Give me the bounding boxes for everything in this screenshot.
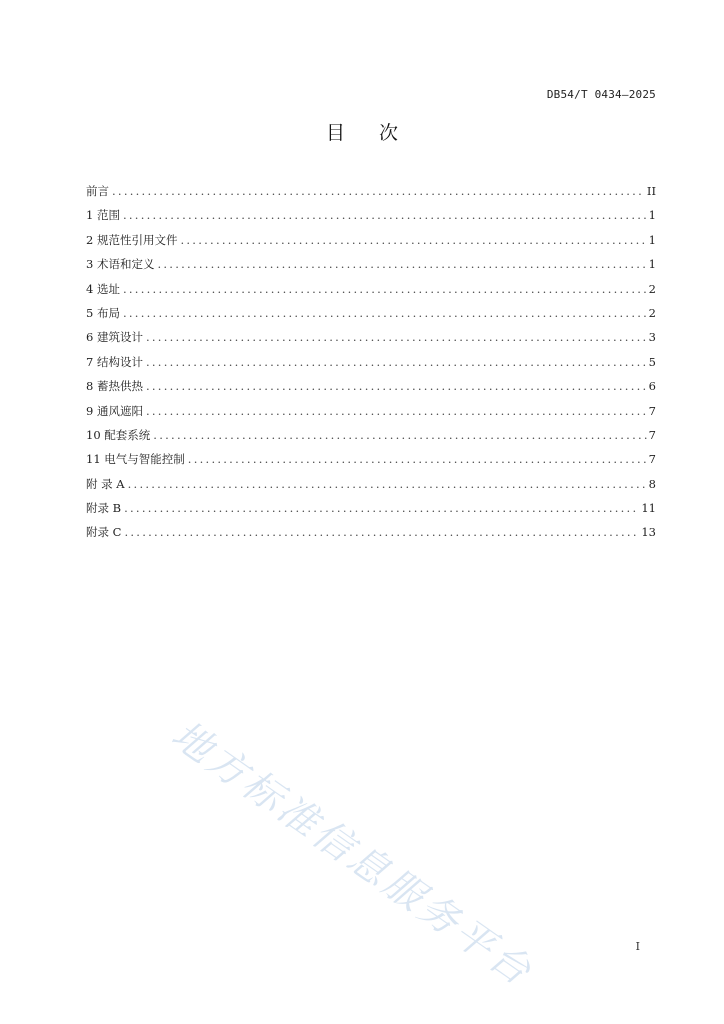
table-of-contents — [86, 181, 656, 547]
toc-entry-label: 4 选址 — [86, 281, 120, 296]
toc-entry-page: 1 — [648, 257, 656, 272]
toc-entry-appendix-a[interactable] — [86, 474, 656, 498]
toc-entry-site-selection[interactable] — [86, 279, 656, 303]
toc-entry-scope[interactable] — [86, 205, 656, 229]
toc-entry-label: 附 录 A — [86, 476, 125, 491]
toc-entry-page: 2 — [648, 305, 656, 320]
toc-leader-dots — [112, 181, 645, 201]
toc-entry-label: 附录 C — [86, 525, 122, 540]
toc-entry-page: 3 — [648, 330, 656, 345]
toc-entry-terms-definitions[interactable] — [86, 254, 656, 278]
toc-leader-dots — [123, 279, 647, 299]
toc-leader-dots — [188, 449, 647, 469]
toc-entry-heat-storage[interactable] — [86, 376, 656, 400]
toc-entry-label: 2 规范性引用文件 — [86, 232, 178, 247]
toc-entry-label: 5 布局 — [86, 305, 120, 320]
toc-entry-page: 7 — [648, 452, 656, 467]
toc-entry-supporting-systems[interactable] — [86, 425, 656, 449]
toc-entry-label: 11 电气与智能控制 — [86, 452, 185, 467]
toc-entry-appendix-c[interactable] — [86, 522, 656, 546]
toc-leader-dots — [123, 205, 647, 225]
toc-leader-dots — [124, 498, 639, 518]
toc-entry-label: 8 蓄热供热 — [86, 379, 143, 394]
toc-leader-dots — [146, 352, 647, 372]
toc-entry-foreword[interactable] — [86, 181, 656, 205]
toc-entry-label: 7 结构设计 — [86, 354, 143, 369]
toc-entry-label: 1 范围 — [86, 208, 120, 223]
toc-entry-page: 2 — [648, 281, 656, 296]
toc-leader-dots — [146, 376, 647, 396]
toc-entry-label: 10 配套系统 — [86, 427, 151, 442]
toc-entry-page: 11 — [641, 501, 656, 516]
page-title: 目次 — [325, 122, 432, 144]
toc-entry-page: 7 — [648, 427, 656, 442]
toc-leader-dots — [146, 401, 647, 421]
toc-entry-label: 9 通风遮阳 — [86, 403, 143, 418]
toc-leader-dots — [128, 474, 647, 494]
toc-entry-page: II — [646, 184, 656, 198]
toc-entry-normative-references[interactable] — [86, 230, 656, 254]
toc-entry-page: 5 — [648, 354, 656, 369]
toc-entry-page: 7 — [648, 403, 656, 418]
toc-leader-dots — [123, 303, 647, 323]
toc-entry-structural-design[interactable] — [86, 352, 656, 376]
toc-entry-label: 附录 B — [86, 501, 122, 516]
toc-leader-dots — [153, 425, 646, 445]
watermark: 地方标准信息服务平台 — [163, 712, 542, 996]
toc-entry-layout[interactable] — [86, 303, 656, 327]
toc-entry-label: 前言 — [86, 184, 109, 198]
document-code: DB54/T 0434—2025 — [546, 88, 656, 101]
toc-entry-ventilation-shading[interactable] — [86, 401, 656, 425]
toc-entry-page: 1 — [648, 208, 656, 223]
toc-leader-dots — [157, 254, 646, 274]
toc-entry-label: 3 术语和定义 — [86, 257, 155, 272]
toc-entry-appendix-b[interactable] — [86, 498, 656, 522]
toc-entry-page: 6 — [648, 379, 656, 394]
toc-entry-page: 1 — [648, 232, 656, 247]
toc-entry-electrical-control[interactable] — [86, 449, 656, 473]
toc-entry-page: 13 — [641, 525, 656, 540]
toc-entry-architectural-design[interactable] — [86, 327, 656, 351]
toc-leader-dots — [124, 522, 639, 542]
toc-entry-page: 8 — [648, 476, 656, 491]
toc-entry-label: 6 建筑设计 — [86, 330, 143, 345]
toc-leader-dots — [180, 230, 646, 250]
toc-leader-dots — [146, 327, 647, 347]
page-number: I — [635, 940, 640, 953]
